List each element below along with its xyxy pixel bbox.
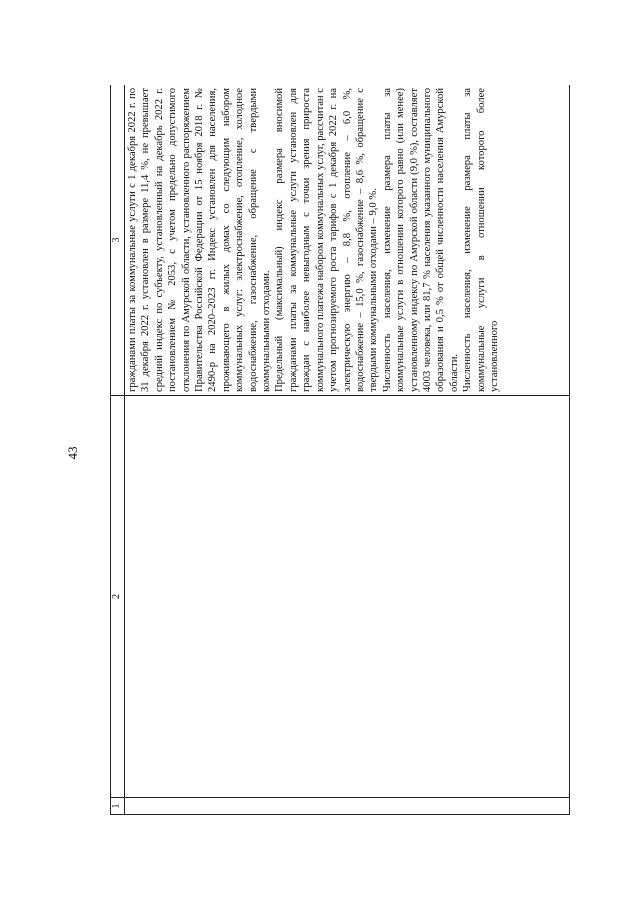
paragraph-index-description: гражданами платы за коммунальные услуги с 1 декабря 2022 г. по 31 декабря 2022 г. установлен в размере 11,4 %, не превышает средний индекс по субъекту, установленный на декабрь 2022 г. постановлением № 2053, с учетом предельно допустимого отклонения по Амурской области, установленного распоряжением Правительства Российской Федерации от 15 ноября 2018 г. № 2490-р на 2020–2023 гг. Индекс установлен для населения, проживающего в жилых домах со следующим набором коммунальных услуг: электроснабжение, отопление, холодное водоснабжение, газоснабжение, обращение с твердыми коммунальными отходами. — [127, 88, 273, 392]
rotated-table-sheet — [110, 85, 570, 815]
table-header-row — [111, 85, 125, 815]
paragraph-population-above: Численность населения, изменение размера платы за коммунальные услуги в отношении которого более установленного — [462, 88, 500, 392]
cell-col-2 — [125, 396, 570, 798]
header-col-2: 2 — [111, 396, 125, 798]
page-number: 43 — [65, 446, 80, 460]
rotated-content — [110, 85, 570, 815]
paragraph-population-within: Численность населения, изменение размера платы за коммунальные услуги в отношении которого равно (или менее) установленному индексу по Амурской области (9,0 %), составляет 4003 человека, или 81,7 % населения указанного муниципального образования и 0,5 % от общей численности населения Амурской области. — [381, 88, 460, 392]
header-col-1: 1 — [111, 798, 125, 815]
cell-col-3 — [125, 85, 570, 396]
data-table — [110, 85, 570, 815]
paragraph-max-index: Предельный (максимальный) индекс размера вносимой гражданами платы за коммунальные услуги установлен для граждан с наиболее невыгодным с точки зрения прироста коммунального платежа набором коммунальных услуг, рассчитан с учетом прогнозируемого роста тарифов с 1 декабря 2022 г. на электрическую энергию – 8,8 %, отопление – 6,0 %, водоснабжение – 15,0 %, газоснабжение – 8,6 %, обращение с твердыми коммунальными отходами – 9,0 %. — [274, 88, 380, 392]
cell-col-1 — [125, 798, 570, 815]
header-col-3: 3 — [111, 85, 125, 396]
table-row — [125, 85, 570, 815]
